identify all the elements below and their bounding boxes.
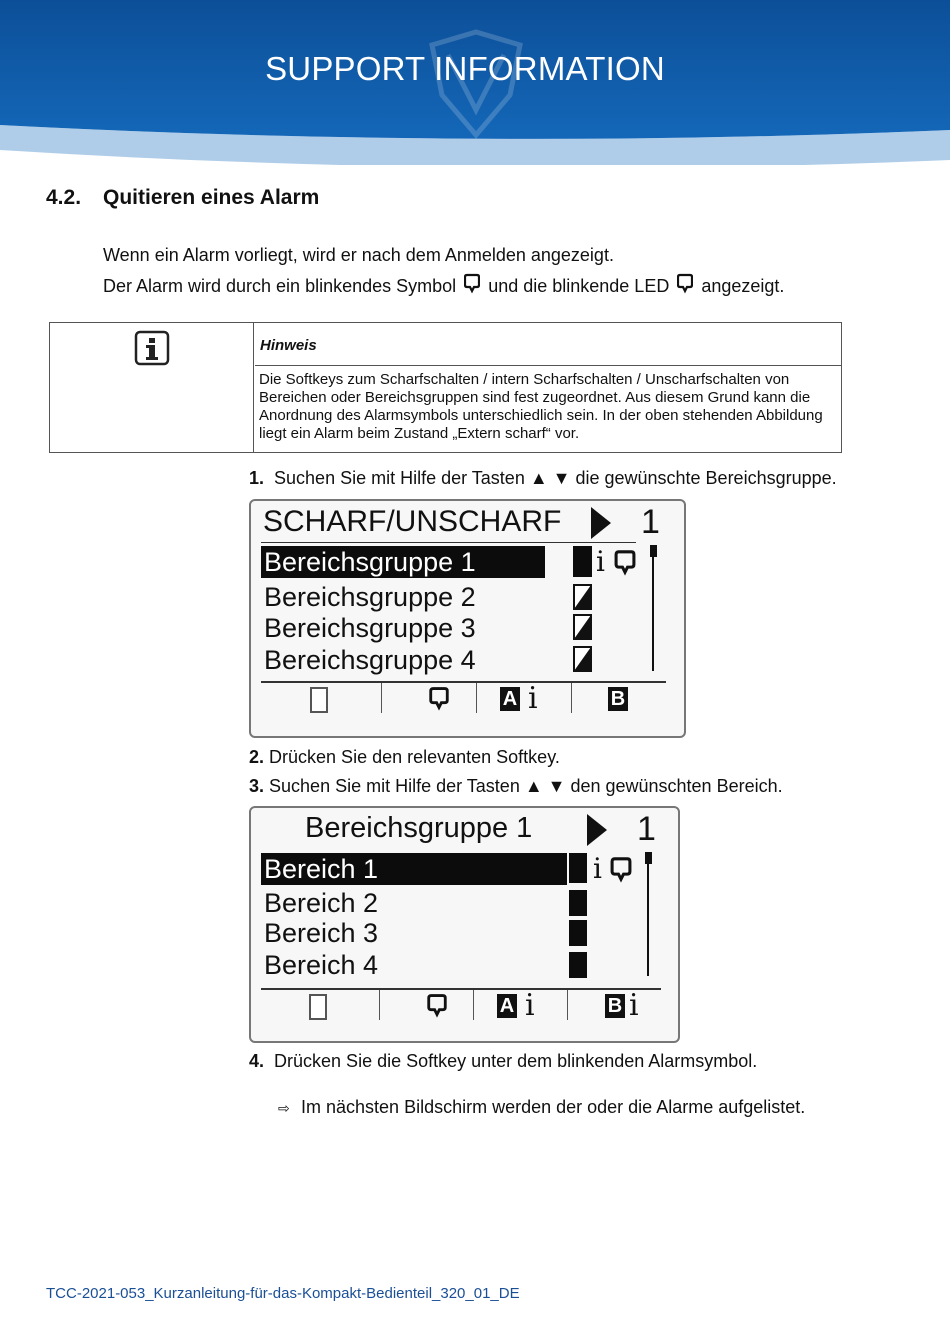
title-underline — [261, 542, 636, 543]
step-4 — [249, 1051, 757, 1072]
info-icon — [134, 330, 170, 366]
display-bereichsgruppen — [249, 499, 686, 738]
info-icon: i — [596, 545, 605, 578]
softkey-a-icon[interactable]: A — [497, 994, 517, 1018]
softkey-divider — [261, 988, 661, 990]
scrollbar-knob[interactable] — [645, 852, 652, 864]
arrow-right-icon — [587, 814, 607, 846]
step-2-number: 2. — [249, 747, 265, 767]
status-block-icon — [569, 853, 587, 883]
display-1-row-4[interactable]: Bereichsgruppe 4 — [264, 645, 476, 675]
status-block-icon — [573, 546, 592, 577]
softkey-alarm-bell-icon[interactable] — [426, 992, 448, 1018]
display-1-row-3[interactable]: Bereichsgruppe 3 — [264, 613, 476, 643]
alarm-bell-icon — [610, 855, 632, 883]
display-2-row-3[interactable]: Bereich 3 — [264, 918, 379, 948]
display-2-row-2[interactable]: Bereich 2 — [264, 888, 379, 918]
softkey-separator — [476, 683, 477, 713]
section-title: Quitieren eines Alarm — [103, 186, 320, 209]
softkey-divider — [261, 681, 666, 683]
intro-text-a: Der Alarm wird durch ein blinkendes Symbol — [103, 276, 457, 296]
step-3-text: Suchen Sie mit Hilfe der Tasten ▲ ▼ den gewünschten Bereich. — [269, 776, 783, 796]
intro-line-1: Wenn ein Alarm vorliegt, wird er nach dem Anmelden angezeigt. — [103, 245, 614, 265]
half-armed-icon — [573, 584, 592, 610]
display-1-page: 1 — [641, 503, 660, 541]
arrow-right-icon — [591, 507, 611, 539]
scrollbar-track[interactable] — [647, 864, 649, 976]
intro-text-b: und die blinkende LED — [488, 276, 670, 296]
step-1-text: Suchen Sie mit Hilfe der Tasten ▲ ▼ die gewünschte Bereichsgruppe. — [274, 468, 837, 488]
footer-doc-id: TCC-2021-053_Kurzanleitung-für-das-Kompakt-Bedienteil_320_01_DE — [46, 1285, 520, 1302]
section-number: 4.2. — [46, 186, 82, 209]
softkey-separator — [567, 990, 568, 1020]
note-heading-cell — [255, 323, 841, 366]
step-3 — [249, 776, 783, 797]
note-icon-cell — [50, 323, 254, 452]
softkey-separator — [571, 683, 572, 713]
result-arrow-icon: ⇨ — [278, 1100, 290, 1116]
display-2-page: 1 — [637, 810, 656, 848]
alarm-bell-icon — [464, 272, 480, 294]
step-2-text: Drücken Sie den relevanten Softkey. — [269, 747, 560, 767]
alarm-led-icon — [677, 272, 693, 294]
intro-text-c: angezeigt. — [701, 276, 785, 296]
softkey-b-icon[interactable]: B — [605, 994, 625, 1018]
half-armed-icon — [573, 646, 592, 672]
softkey-separator — [379, 990, 380, 1020]
display-2-title: Bereichsgruppe 1 — [305, 812, 533, 844]
softkey-alarm-bell-icon[interactable] — [428, 685, 450, 711]
intro-line-2 — [103, 272, 784, 298]
softkey-info-icon[interactable]: i — [528, 681, 538, 716]
softkey-separator — [381, 683, 382, 713]
display-1-title: SCHARF/UNSCHARF — [263, 505, 562, 538]
note-box — [49, 322, 842, 453]
info-icon: i — [593, 852, 602, 885]
softkey-b-icon[interactable]: B — [608, 687, 628, 711]
softkey-a-icon[interactable]: A — [500, 687, 520, 711]
display-2-row-4[interactable]: Bereich 4 — [264, 950, 379, 980]
softkey-empty-icon[interactable] — [310, 687, 328, 713]
scrollbar-track[interactable] — [652, 557, 654, 671]
step-2 — [249, 747, 560, 768]
softkey-empty-icon[interactable] — [309, 994, 327, 1020]
result-text: Im nächsten Bildschirm werden der oder die Alarme aufgelistet. — [301, 1097, 806, 1117]
step-4-text: Drücken Sie die Softkey unter dem blinkenden Alarmsymbol. — [274, 1051, 758, 1071]
display-1-selected-row[interactable]: Bereichsgruppe 1 — [261, 546, 545, 578]
armed-block-icon — [569, 890, 587, 916]
alarm-bell-icon — [614, 548, 636, 576]
banner-title: SUPPORT INFORMATION — [265, 50, 665, 87]
display-1-row-2[interactable]: Bereichsgruppe 2 — [264, 582, 476, 612]
armed-block-icon — [569, 952, 587, 978]
softkey-info-icon[interactable]: i — [629, 988, 639, 1023]
display-2-selected-row[interactable]: Bereich 1 — [261, 853, 567, 885]
scrollbar-knob[interactable] — [650, 545, 657, 557]
result-line — [278, 1097, 805, 1118]
armed-block-icon — [569, 920, 587, 946]
step-4-number: 4. — [249, 1051, 265, 1071]
softkey-info-icon[interactable]: i — [525, 988, 535, 1023]
note-body: Die Softkeys zum Scharfschalten / intern Scharfschalten / Unscharfschalten von Bereichen oder Bereichsgruppen sind fest zugeordnet. Aus diesem Grund kann die Anordnung des Alarmsymbols unterschiedlich sein. In der oben stehenden Abbildung liegt ein Alarm beim Zustand „Extern scharf“ vor. — [259, 371, 823, 442]
softkey-separator — [473, 990, 474, 1020]
note-heading: Hinweis — [260, 337, 317, 354]
step-3-number: 3. — [249, 776, 265, 796]
header-banner — [0, 0, 950, 165]
step-1-number: 1. — [249, 468, 265, 488]
half-armed-icon — [573, 614, 592, 640]
step-1 — [249, 468, 837, 489]
display-bereiche — [249, 806, 680, 1043]
